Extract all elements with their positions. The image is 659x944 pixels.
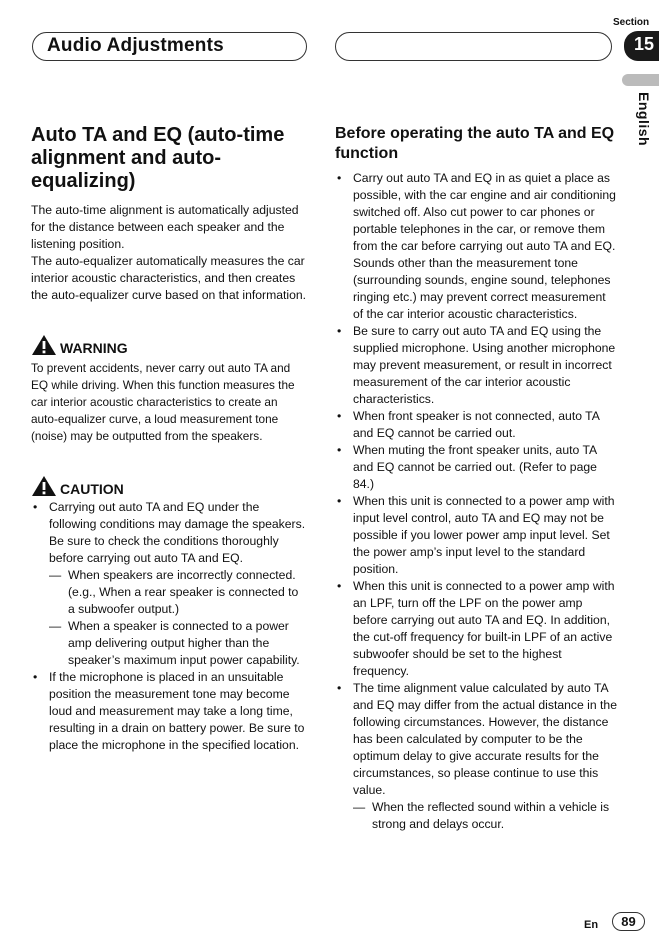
dash-icon: — xyxy=(353,800,366,814)
caution-list xyxy=(31,499,307,754)
footer-language: En xyxy=(584,919,599,931)
bullet-icon: • xyxy=(337,494,342,508)
intro-paragraph-1: The auto-time alignment is automatically adjusted for the distance between each speaker and the listening position. xyxy=(31,203,299,251)
intro-paragraph-2: The auto-equalizer automatically measures the car interior acoustic characteristics, and then creates the auto-equalizer curve based on that information. xyxy=(31,254,307,302)
section-number-badge: 15 xyxy=(624,31,659,61)
list-item xyxy=(31,499,307,669)
header-blank-pill xyxy=(335,32,612,61)
bullet-icon: • xyxy=(337,409,342,423)
bullet-icon: • xyxy=(337,443,342,457)
list-item xyxy=(335,493,617,578)
list-item-text: When this unit is connected to a power amp with input level control, auto TA and EQ may not be possible if you lower power amp input level. Set the power amp’s input level to the standard position. xyxy=(353,494,615,576)
caution-sub-text: When speakers are incorrectly connected. (e.g., When a rear speaker is connected to a subwoofer output.) xyxy=(68,568,299,616)
list-item xyxy=(31,669,307,754)
warning-icon xyxy=(31,334,57,356)
warning-text: To prevent accidents, never carry out auto TA and EQ while driving. When this function measures the car interior acoustic characteristics to create an auto-equalizer curve, a loud measurement tone (noise) may be outputted from the speakers. xyxy=(31,361,295,443)
bullet-icon: • xyxy=(337,324,342,338)
bullet-icon: • xyxy=(33,670,38,684)
right-heading: Before operating the auto TA and EQ function xyxy=(335,125,615,162)
list-item xyxy=(335,408,617,442)
left-column xyxy=(31,124,307,754)
language-label: English xyxy=(636,92,652,147)
list-item-text: When muting the front speaker units, auto TA and EQ cannot be carried out. (Refer to page 84.) xyxy=(353,443,597,491)
warning-header xyxy=(31,332,307,356)
list-item xyxy=(335,170,617,323)
list-item xyxy=(353,799,617,833)
list-item-text: When this unit is connected to a power amp with an LPF, turn off the LPF on the power amp before carrying out auto TA and EQ. In addition, the cut-off frequency for built-in LPF of an active subwoofer should be set to the highest frequency. xyxy=(353,579,615,678)
caution-label: CAUTION xyxy=(60,481,124,497)
dash-icon: — xyxy=(49,568,62,582)
warning-label: WARNING xyxy=(60,340,128,356)
list-item-text: Be sure to carry out auto TA and EQ using the supplied microphone. Using another microphone may prevent measurement, or result in incorrect measurement of the car interior acoustic characteristics. xyxy=(353,324,616,406)
sub-list xyxy=(353,799,617,833)
bullet-icon: • xyxy=(337,171,342,185)
caution-header xyxy=(31,473,307,497)
bullet-icon: • xyxy=(337,681,342,695)
list-item-text: When front speaker is not connected, auto TA and EQ cannot be carried out. xyxy=(353,409,600,440)
bullet-icon: • xyxy=(337,579,342,593)
dash-icon: — xyxy=(49,619,62,633)
caution-icon xyxy=(31,475,57,497)
sub-item-text: When the reflected sound within a vehicle is strong and delays occur. xyxy=(372,800,610,831)
caution-item-text: If the microphone is placed in an unsuitable position the measurement tone may become loud and measurement may take a long time, resulting in a drain on battery power. Be sure to place the microphone in the specified location. xyxy=(49,670,305,752)
page-title: Audio Adjustments xyxy=(47,35,224,56)
bullet-icon: • xyxy=(33,500,38,514)
list-item xyxy=(335,578,617,680)
page-number: 89 xyxy=(612,912,645,931)
list-item xyxy=(49,567,307,618)
list-item-text: The time alignment value calculated by auto TA and EQ may differ from the actual distance in the following circumstances. However, the distance has been calculated by computer to be the optimum delay to give accurate results for the circumstances, so please continue to use this value. xyxy=(353,681,617,797)
list-item xyxy=(335,680,617,833)
list-item xyxy=(335,323,617,408)
list-item xyxy=(49,618,307,669)
header-title-pill xyxy=(32,32,307,61)
before-operating-list xyxy=(335,170,617,833)
section-label: Section xyxy=(613,17,650,28)
language-tab xyxy=(622,74,659,86)
right-column xyxy=(335,124,617,833)
list-item-text: Carry out auto TA and EQ in as quiet a place as possible, with the car engine and air conditioning switched off. Also cut power to car phones or portable telephones in the car, or remove them from the car before carrying out auto TA and EQ. Sounds other than the measurement tone (surrounding sounds, engine sound, telephones ringing etc.) may prevent correct measurement of the car interior acoustic characteristics. xyxy=(353,171,616,321)
caution-sub-text: When a speaker is connected to a power amp delivering output higher than the speaker’s maximum input power capability. xyxy=(68,619,300,667)
left-heading: Auto TA and EQ (auto-time alignment and auto-equalizing) xyxy=(31,124,285,192)
caution-item-text: Carrying out auto TA and EQ under the following conditions may damage the speakers. Be sure to check the conditions thoroughly before carrying out auto TA and EQ. xyxy=(49,500,306,565)
list-item xyxy=(335,442,617,493)
caution-sub-list xyxy=(49,567,307,669)
